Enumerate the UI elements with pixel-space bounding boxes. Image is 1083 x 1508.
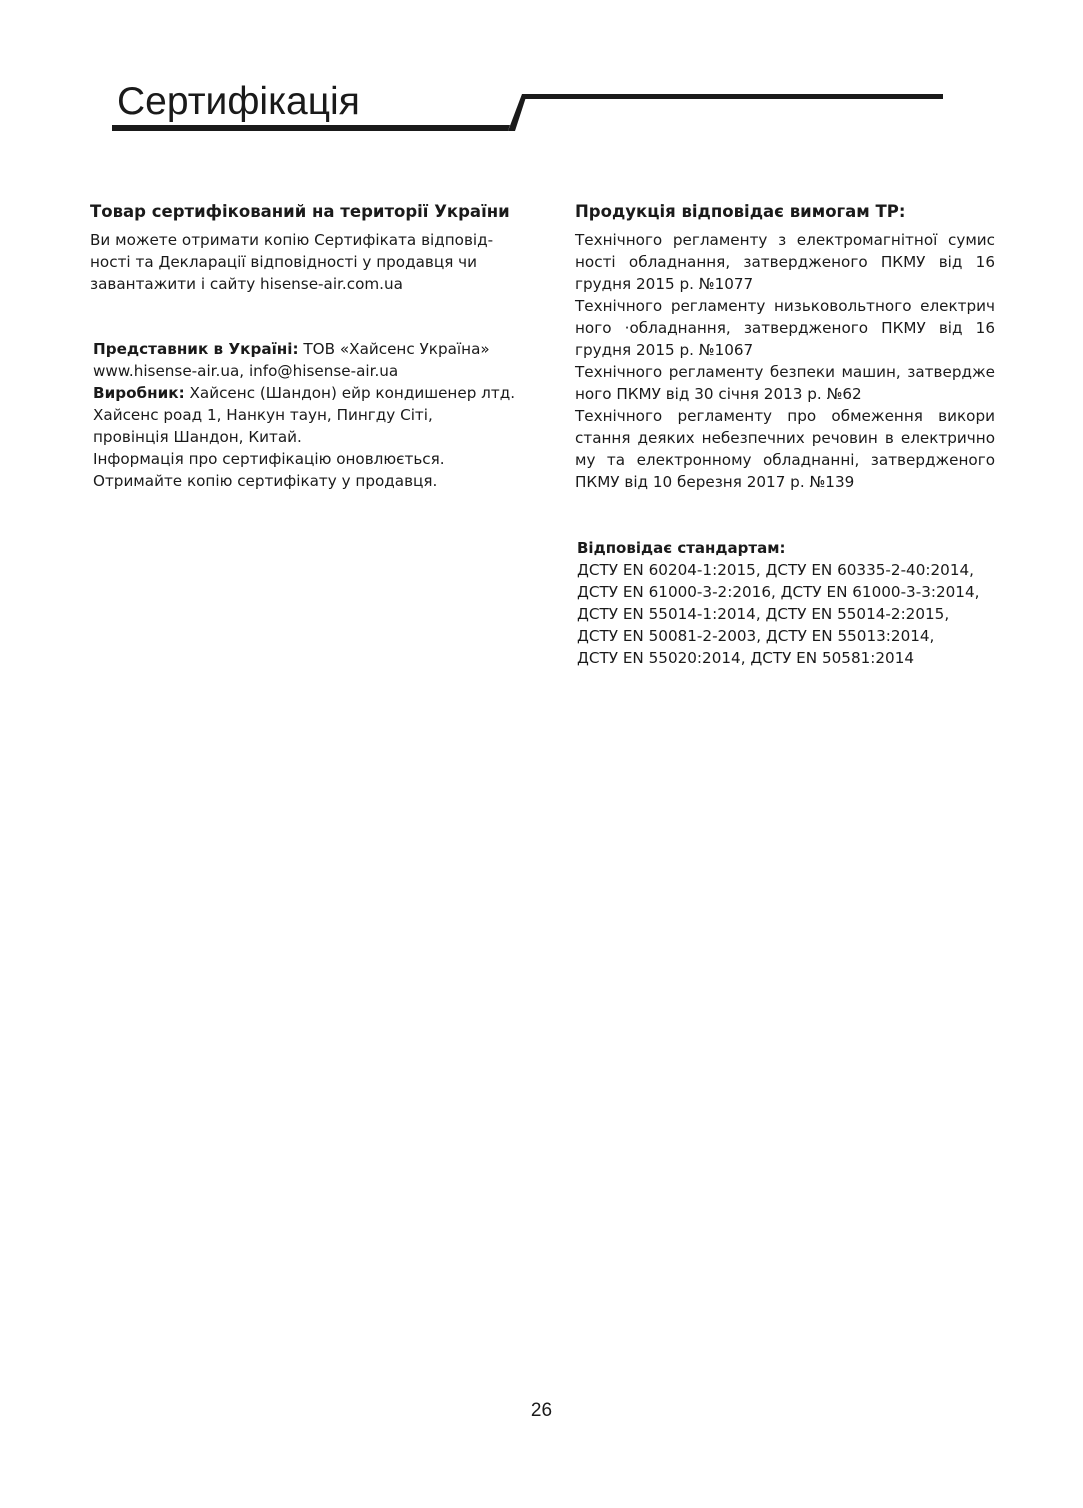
manufacturer-value: Хайсенс (Шандон) ейр кондишенер лтд.	[184, 384, 516, 402]
regulation-line-1: Технічного регламенту з електромагнітної сумис	[575, 231, 995, 249]
regulation-line-4: Технічного регламенту низьковольтного електрич	[575, 297, 995, 315]
representative-line	[93, 338, 523, 360]
copy-note: Отримайте копію сертифікату у продавця.	[93, 472, 438, 490]
regulation-line-12: ПКМУ від 10 березня 2017 р. №139	[575, 473, 855, 491]
contacts-section	[93, 338, 523, 492]
regulation-line-7: Технічного регламенту безпеки машин, затвердже	[575, 363, 995, 381]
standards-line-2: ДСТУ EN 61000-3-2:2016, ДСТУ EN 61000-3-3:2014,	[577, 583, 980, 601]
update-note: Інформація про сертифікацію оновлюється.	[93, 450, 445, 468]
intro-line-1: Ви можете отримати копію Сертифіката відповід-	[90, 231, 494, 249]
intro-line-3: завантажити і сайту hisense-air.com.ua	[90, 275, 403, 293]
regulations-section	[575, 201, 995, 493]
page-number: 26	[530, 1400, 553, 1421]
standards-line-1: ДСТУ EN 60204-1:2015, ДСТУ EN 60335-2-40:2014,	[577, 561, 974, 579]
certification-section	[90, 201, 520, 295]
address-line-2: провінція Шандон, Китай.	[93, 428, 302, 446]
manufacturer-line	[93, 382, 523, 404]
regulation-line-5: ного ·обладнання, затвердженого ПКМУ від 16	[575, 319, 995, 337]
standards-line-4: ДСТУ EN 50081-2-2003, ДСТУ EN 55013:2014,	[577, 627, 935, 645]
regulation-line-10: стання деяких небезпечних речовин в електрично	[575, 429, 995, 447]
standards-line-3: ДСТУ EN 55014-1:2014, ДСТУ EN 55014-2:2015,	[577, 605, 950, 623]
regulation-line-2: ності обладнання, затвердженого ПКМУ від 16	[575, 253, 995, 271]
regulations-heading: Продукція відповідає вимогам ТР:	[575, 202, 906, 221]
address-line-1: Хайсенс роад 1, Нанкун таун, Пингду Сіті,	[93, 406, 433, 424]
regulation-line-8: ного ПКМУ від 30 січня 2013 р. №62	[575, 385, 862, 403]
standards-line-5: ДСТУ EN 55020:2014, ДСТУ EN 50581:2014	[577, 649, 915, 667]
standards-heading: Відповідає стандартам:	[577, 539, 786, 557]
title-underline	[0, 0, 1083, 140]
representative-value: ТОВ «Хайсенс Україна»	[298, 340, 490, 358]
contacts-line: www.hisense-air.ua, info@hisense-air.ua	[93, 362, 399, 380]
regulation-line-3: грудня 2015 р. №1077	[575, 275, 754, 293]
standards-section	[577, 537, 997, 669]
intro-line-2: ності та Декларації відповідності у продавця чи	[90, 253, 478, 271]
certification-heading: Товар сертифікований на території України	[90, 202, 510, 221]
regulation-line-9: Технічного регламенту про обмеження викори	[575, 407, 995, 425]
representative-label: Представник в Україні:	[93, 340, 299, 358]
regulation-line-11: му та електронному обладнанні, затвердженого	[575, 451, 995, 469]
regulation-line-6: грудня 2015 р. №1067	[575, 341, 754, 359]
page-title: Сертифікація	[117, 80, 360, 123]
manufacturer-label: Виробник:	[93, 384, 185, 402]
